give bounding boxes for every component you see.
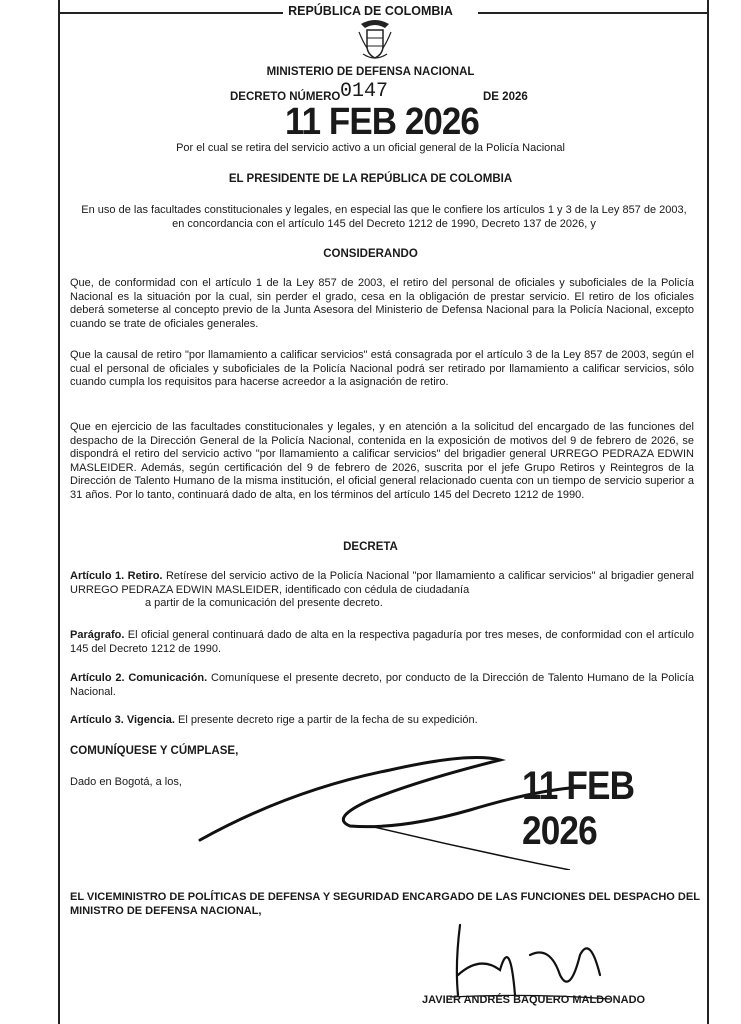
decreta-heading: DECRETA [343,541,398,553]
date-stamp-top: 11 FEB 2026 [285,101,479,143]
article-2-label: Artículo 2. Comunicación. [70,672,208,684]
decree-subject: Por el cual se retira del servicio activo a un oficial general de la Policía Nacional [176,142,565,154]
article-3 [70,714,694,728]
paragrafo-text: El oficial general continuará dado de alta en la respectiva pagaduría por tres meses, de conformidad con el artículo 145 del Decreto 1212 de 1990. [70,629,694,655]
signer-name: JAVIER ANDRÉS BAQUERO MALDONADO [422,994,646,1006]
intro-paragraph: En uso de las facultades constitucionales y legales, en especial las que le confiere los artículos 1 y 3 de la Ley 857 de 2003, en concordancia con el artículo 145 del Decreto 1212 de 1990, Decreto 137 de 2026, y [81,204,687,230]
coat-of-arms-icon [355,18,395,62]
considerando-paragraph-2: Que la causal de retiro "por llamamiento a calificar servicios" está consagrada por el artículo 3 de la Ley 857 de 2003, según el cual el personal de oficiales y suboficiales de la Policía Nacional podrá ser retirado por llamamiento a calificar servicios, sólo cuando cumpla los requisitos para hacerse acreedor a la asignación de retiro. [70,349,694,388]
vice-minister-signature-icon [440,915,620,1005]
article-3-label: Artículo 3. Vigencia. [70,714,175,726]
ministry-title: MINISTERIO DE DEFENSA NACIONAL [266,66,475,78]
paragrafo [70,629,694,656]
article-2-text: Comuníquese el presente decreto, por conducto de la Dirección de Talento Humano de la Policía Nacional. [70,672,694,698]
article-1-continuation: a partir de la comunicación del presente decreto. [145,597,383,609]
article-2 [70,672,694,699]
article-1-text: Retírese del servicio activo de la Policía Nacional "por llamamiento a calificar servicios" al brigadier general URREGO PEDRAZA EDWIN MASLEIDER, identificado con cédula de ciudadanía [70,570,695,596]
vice-minister-title: EL VICEMINISTRO DE POLÍTICAS DE DEFENSA Y SEGURIDAD ENCARGADO DE LAS FUNCIONES DEL DESPACHO DEL MINISTRO DE DEFENSA NACIONAL, [70,891,700,917]
article-1-label: Artículo 1. Retiro. [70,570,163,582]
closing-formula: COMUNÍQUESE Y CÚMPLASE, [70,745,239,757]
paragrafo-label: Parágrafo. [70,629,125,641]
decree-number: 0147 [340,80,389,103]
decree-label: DECRETO NÚMERO [230,91,341,103]
president-heading: EL PRESIDENTE DE LA REPÚBLICA DE COLOMBIA [228,173,513,185]
issued-place: Dado en Bogotá, a los, [70,776,182,788]
date-stamp-bottom: 11 FEB 2026 [522,764,635,853]
republic-title: REPÚBLICA DE COLOMBIA [288,4,453,18]
article-1 [70,570,694,611]
considerando-heading: CONSIDERANDO [323,248,418,260]
considerando-paragraph-3: Que en ejercicio de las facultades constitucionales y legales, y en atención a la solicitud del encargado de las funciones del despacho de la Dirección General de la Policía Nacional, contenida en la exposición de motivos del 9 de febrero de 2026, se dispondrá el retiro del servicio activo "por llamamiento a calificar servicios" del brigadier general URREGO PEDRAZA EDWIN MASLEIDER. Además, según certificación del 9 de febrero de 2026, suscrita por el jefe Grupo Retiros y Reintegros de la Dirección de Talento Humano de la misma institución, el oficial general relacionado cuenta con un tiempo de servicio superior a 31 años. Por lo tanto, continuará dado de alta, en los términos del artículo 145 del Decreto 1212 de 1990. [70,421,694,501]
article-3-text: El presente decreto rige a partir de la fecha de su expedición. [178,714,478,726]
considerando-paragraph-1: Que, de conformidad con el artículo 1 de la Ley 857 de 2003, el retiro del personal de oficiales y suboficiales de la Policía Nacional es la situación por la cual, sin perder el grado, cesa en la obligación de prestar servicio. El retiro de los oficiales deberá someterse al concepto previo de la Junta Asesora del Ministerio de Defensa Nacional para la Policía Nacional, excepto cuando se trate de oficiales generales. [70,277,694,330]
decree-year: DE 2026 [483,91,528,103]
